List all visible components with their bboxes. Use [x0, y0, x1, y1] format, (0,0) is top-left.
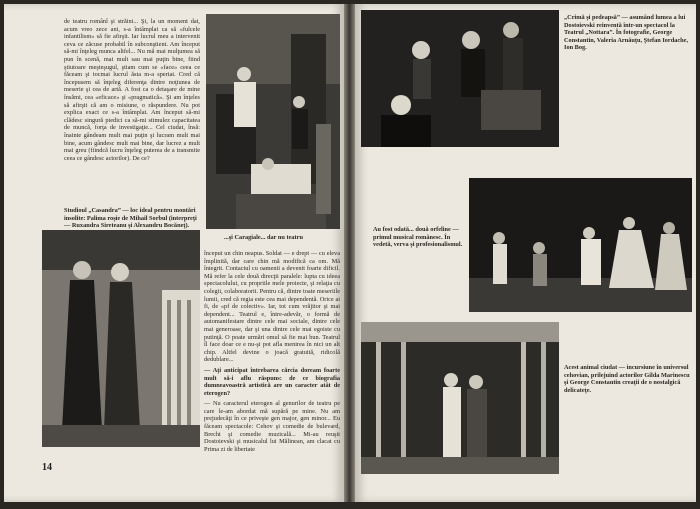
- left-text-column-2: [204, 250, 340, 470]
- left-column-1-text: de teatru românî şi străini... Şi, la un moment dat, acum vreo zece ani, s-a întâmplat ca să «fulcele infantilism» să fie afirşit. Iar lucrul meu a intervenit ceva ce zăcuse probabil în subconştient. Am început să-mi înţeleg munca altfel... Nu mă mai mulţumea să pun în scenă, mai mult sau mai puţin bine, fiind ştiutoare meşteşugul, ştiam cum se «face» ceea ce făceam şi tocmai lucrul ăsta m-a speriat. Cred că începusem să înţeleg diferenţa dintre noţiunea de meserie şi cea de artă. A fost ca o detaşare de mine însămi, cea «eficace» şi «pragmatică». Şi am înţeles să afirşit că am o misiune, o răspundere. Nu pot explica exact ce s-a întâmplat. Am început să-mi clădesc singură piedici ca să-mi stimulez capacitatea de muncă, forţa de investigaţie... Cel ciudat, însă: înainte gândeam mult mai puţin şi lucram mult mai bine, acum gândesc mult mai bine, dar lucrez a mult mai greu (fiindcă lucru înţeleg puterea de a transmite ceea ce gândesc actorilor). De ce?: [64, 18, 200, 162]
- caption-orfeline-text: Au fost odată... două orfeline — primul musical românesc. În vedetă, verva şi profesionalismul.: [373, 226, 463, 249]
- caption-casandra: Studioul „Casandra” — loc ideal pentru montări insolite: Palima roşie de Mihail Sorbul (interpreţi — Ruxandra Sireteanu şi Alexandru Bocăneţ).: [64, 207, 197, 230]
- interview-question: — Aţi anticipat întrebarea cărcia doream foarte mult să-i aflu răspuns: de ce biografia dumneavoastră artistică are un caracter atât de eterogen?: [204, 366, 340, 397]
- photo-caragiale: [206, 14, 340, 229]
- left-text-column-1: [64, 18, 200, 204]
- photo-animal-ciudat: [361, 322, 559, 474]
- book-gutter: [344, 4, 355, 502]
- caption-animal-ciudat: Acest animal ciudat — incursiune în universul cehovian, prilejuind actorilor Gilda Marinescu şi George Constantin creaţii de o nostalgică delicateţe.: [564, 364, 690, 394]
- photo-crima-si-pedeapsa: [361, 10, 559, 147]
- photo-casandra: [42, 230, 200, 447]
- caption-crima: „Crimă şi pedeapsă” — asumând lumea a lui Dostoievski reinventă într-un spectacol la Teatrul „Nottara”. În fotografie, George Constantin, Valeria Arnăuţu, Ştefan Iordache, Ion Bog.: [564, 14, 689, 52]
- caption-orfeline: [373, 226, 465, 249]
- left-page: [4, 4, 344, 502]
- page-number: 14: [42, 462, 52, 473]
- column-2-paragraph-2: — Nu caracterul eterogen al genurilor de teatru pe care le-am abordat mă supără pe mine. Nu am prejudecăţi în ce priveşte gen major, gen minor... Eu făceam spectacole: Cehov şi comedie de bulevard, Brecht şi comedie muzicală... Mi-au reuşit Dostoievski şi musicalul lui Mălinean, am clacat cu Prima zi de libertate: [204, 400, 340, 453]
- column-2-paragraph-1: început un chin neapus. Soldat — e drept — cu eleva împlinită, dar care chin mă modifică ca om. Mă întegrit. Contactul cu oamenii a devenit foarte dificil. Mă refer la cele două direcţii paralele: lupta cu ideea spectacolului, cu propriile mele proiecte, şi relaţia cu colegii, colaboratorii. Pentru că, dintre toate meseriile lumii, cred că regia este cea mai dependentă. Orice ai fi, de «pf de colectiv». Iar, tot cum vrăjitor şi mai dependent... Teatrul e, între-adevăr, o formă de automanifestare dintre cele mai sociale, dintre cele mai generoase, dar şi una dintre cele mai egoiste cu putinţă. O poate urmări omul să fie mai bun. Teatrul îl face doar ce e nu-şi pot afla menirea în nici un alt chip. Altfel devine o joacă gratuită, ridicolă dedublare...: [204, 250, 340, 364]
- right-page: [355, 4, 696, 502]
- photo-orfeline-musical: [469, 178, 692, 312]
- caption-caragiale: ...şi Caragiale... dar nu teatru: [224, 234, 303, 241]
